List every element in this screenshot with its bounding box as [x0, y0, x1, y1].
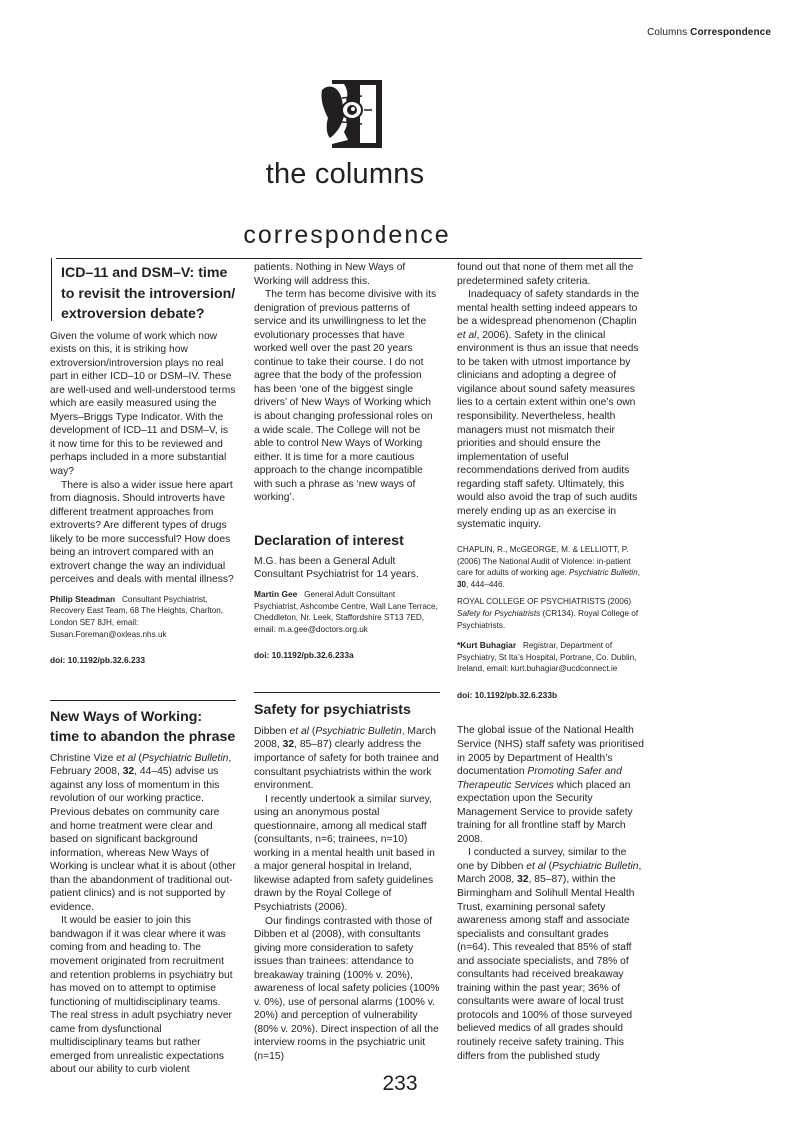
- article1-affiliation: Consultant Psychiatrist, Recovery East Team, 68 The Heights, Charlton, London SE7 8JH, email: Susan.Foreman@oxleas.nhs.uk: [50, 594, 224, 639]
- running-head-title: Correspondence: [690, 27, 771, 38]
- article2-affiliation: General Adult Consultant Psychiatrist, Ashcombe Centre, Wall Lane Terrace, Cheddleton, Nr. Leek, Staffordshire ST13 7ED, email: m.a.gee@doctors.org.uk: [254, 589, 438, 634]
- top-divider: [56, 258, 642, 259]
- column-1: [50, 263, 236, 1077]
- article2-title-line2: time to abandon the phrase: [50, 728, 236, 745]
- article2-paragraph: patients. Nothing in New Ways of Working will address this.: [254, 262, 406, 287]
- page-title: the columns: [265, 158, 425, 190]
- article3-paragraph: Dibben et al (Psychiatric Bulletin, March 2008, 32, 85–87) clearly address the importance of safety for both trainee and consultant psychiatrists within the work environment.: [254, 725, 439, 792]
- declaration-title: Declaration of interest: [254, 532, 404, 549]
- article2-paragraph: Christine Vize et al (Psychiatric Bulletin, February 2008, 32, 44–45) advise us against any loss of momentum in this revolution of our working practice. Previous debates on community care and home treatment were clear and based on significant background information, whereas New Ways of Working is unclear what it is about (other than the abandonment of traditional out-patient clinics) and is not supported by evidence.: [50, 752, 236, 913]
- running-head: [647, 27, 771, 38]
- article2-doi[interactable]: doi: 10.1192/pb.32.6.233a: [254, 650, 354, 661]
- article3-paragraph: Our findings contrasted with those of Dibben et al (2008), with consultants giving more consideration to safety issues than trainees: attendance to breakaway training (100% v. 20%), awareness of local safety policies (100% v. 0%), use of personal alarms (100% v. 20%) and perception of vulnerability (80% v. 20%). Direct inspection of all the interview rooms in the psychiatric unit (n=15): [254, 915, 440, 1062]
- declaration-text: M.G. has been a General Adult Consultant Psychiatrist for 14 years.: [254, 555, 419, 581]
- running-head-section: Columns: [647, 27, 688, 38]
- page-number: 233: [382, 1072, 418, 1095]
- article3-affiliation: Registrar, Department of Psychiatry, St Ita’s Hospital, Portrane, Co. Dublin, Ireland, email: kurt.buhagiar@ucdconnect.ie: [457, 641, 637, 674]
- article3-doi[interactable]: doi: 10.1192/pb.32.6.233b: [457, 689, 558, 700]
- article2-paragraph: The term has become divisive with its denigration of previous patterns of service and its unwillingness to let the evolutionary processes that have worked well over the past 20 years continue to take their course. I do not agree that the body of the profession has been ‘one of the biggest single drivers’ of New Ways of Working which is about changing professional roles on a wide scale. The College will not be able to control New Ways of Working either. It is time for a more cautious approach to the change incompatible with such a phrase as ‘new ways of working’.: [254, 289, 437, 504]
- article3-paragraph: Inadequacy of safety standards in the mental health setting indeed appears to be a widespread phenomenon (Chaplin et al, 2006). Safety in the clinical environment is thus an issue that needs to be taken with utmost importance by clinicians and adopting a degree of vigilance about sound safety measures lies to a certain extent within one’s own responsibility. Nevertheless, health managers must not mismatch their priorities and should ensure the implementation of useful recommendations derived from audits regarding staff safety. Ultimately, this would also avoid the trap of such audits merely ending up as an exercise in systematic inquiry.: [457, 289, 640, 531]
- article2-title: [50, 707, 236, 747]
- article2-author: Martin Gee: [254, 588, 298, 599]
- columns-logo-icon: [318, 80, 382, 148]
- column-2: [254, 261, 440, 1064]
- article1-byline: [50, 594, 236, 640]
- reference: ROYAL COLLEGE OF PSYCHIATRISTS (2006) Safety for Psychiatrists (CR134). Royal College of Psychiatrists.: [457, 597, 639, 630]
- article4-paragraph: I conducted a survey, similar to the one by Dibben et al (Psychiatric Bulletin, March 2008, 32, 85–87), within the Birmingham and Solihull Mental Health Trust, examining personal safety awareness among staff and associate specialists and consultant grades (n=64). This revealed that 85% of staff and associate specialists, and 78% of consultants had received breakaway training within the past year; 36% of consultants were aware of local trust protocols and 100% of those surveyed believed medics of all grades should routinely receive safety training. This differs from the published study: [457, 847, 642, 1062]
- article3-byline: [457, 640, 644, 675]
- column-3: [457, 261, 644, 1063]
- article3-paragraph: I recently undertook a similar survey, using an anonymous postal questionnaire, among all medical staff (consultants, n=6; trainees, n=10) working in a mental health unit based in a major general hospital in Ireland, likewise adapted from safety guidelines drawn by the Royal College of Psychiatrists (2006).: [254, 793, 435, 913]
- article4-paragraph: The global issue of the National Health Service (NHS) staff safety was prioritised in 2005 by Department of Health’s documentation Promoting Safer and Therapeutic Services which placed an expectation upon the Security Management Service to provide safety training for all frontline staff by March 2008.: [457, 725, 644, 845]
- article3-author: *Kurt Buhagiar: [457, 640, 517, 651]
- article1-paragraph: There is also a wider issue here apart from diagnosis. Should introverts have different treatment approaches from extroverts? Are different types of drugs likely to be more successful? How does being an introvert compared with an extrovert change the way an individual perceives and deals with mental illness?: [50, 479, 234, 586]
- article3-paragraph: found out that none of them met all the predetermined safety criteria.: [457, 262, 634, 287]
- article3-title: Safety for psychiatrists: [254, 701, 411, 718]
- section-title: correspondence: [243, 221, 451, 249]
- article-divider: [50, 700, 236, 701]
- article-divider: [254, 692, 440, 693]
- reference: CHAPLIN, R., McGEORGE, M. & LELLIOTT, P. (2006) The National Audit of Violence: in-patient care for adults of working age. Psychiatric Bulletin, 30, 444–446.: [457, 544, 640, 589]
- article2-byline: [254, 589, 440, 635]
- article2-title-line1: New Ways of Working:: [50, 708, 203, 725]
- article1-title: ICD–11 and DSM–V: time to revisit the introversion/ extroversion debate?: [61, 265, 236, 322]
- article1-author: Philip Steadman: [50, 593, 116, 604]
- article1-paragraph: Given the volume of work which now exists on this, it is striking how extroversion/introversion plays no real part in either ICD–10 or DSM–IV. These are well-used and well-understood terms which are easily measured using the Myers–Briggs Type Indicator. With the development of ICD–11 and DSM–V, is it now time for this to be reviewed and perhaps included in a more substantial way?: [50, 330, 236, 477]
- article1-doi[interactable]: doi: 10.1192/pb.32.6.233: [50, 655, 145, 666]
- article2-paragraph: It would be easier to join this bandwagon if it was clear where it was coming from and heading to. The movement originated from recruitment and retention problems in psychiatry but has moved on to attempt to optimise functioning of multidisciplinary teams. The real stress in adult psychiatry never came from dysfunctional multidisciplinary teams but rather emerged from unrealistic expectations about our ability to curb violent: [50, 915, 233, 1076]
